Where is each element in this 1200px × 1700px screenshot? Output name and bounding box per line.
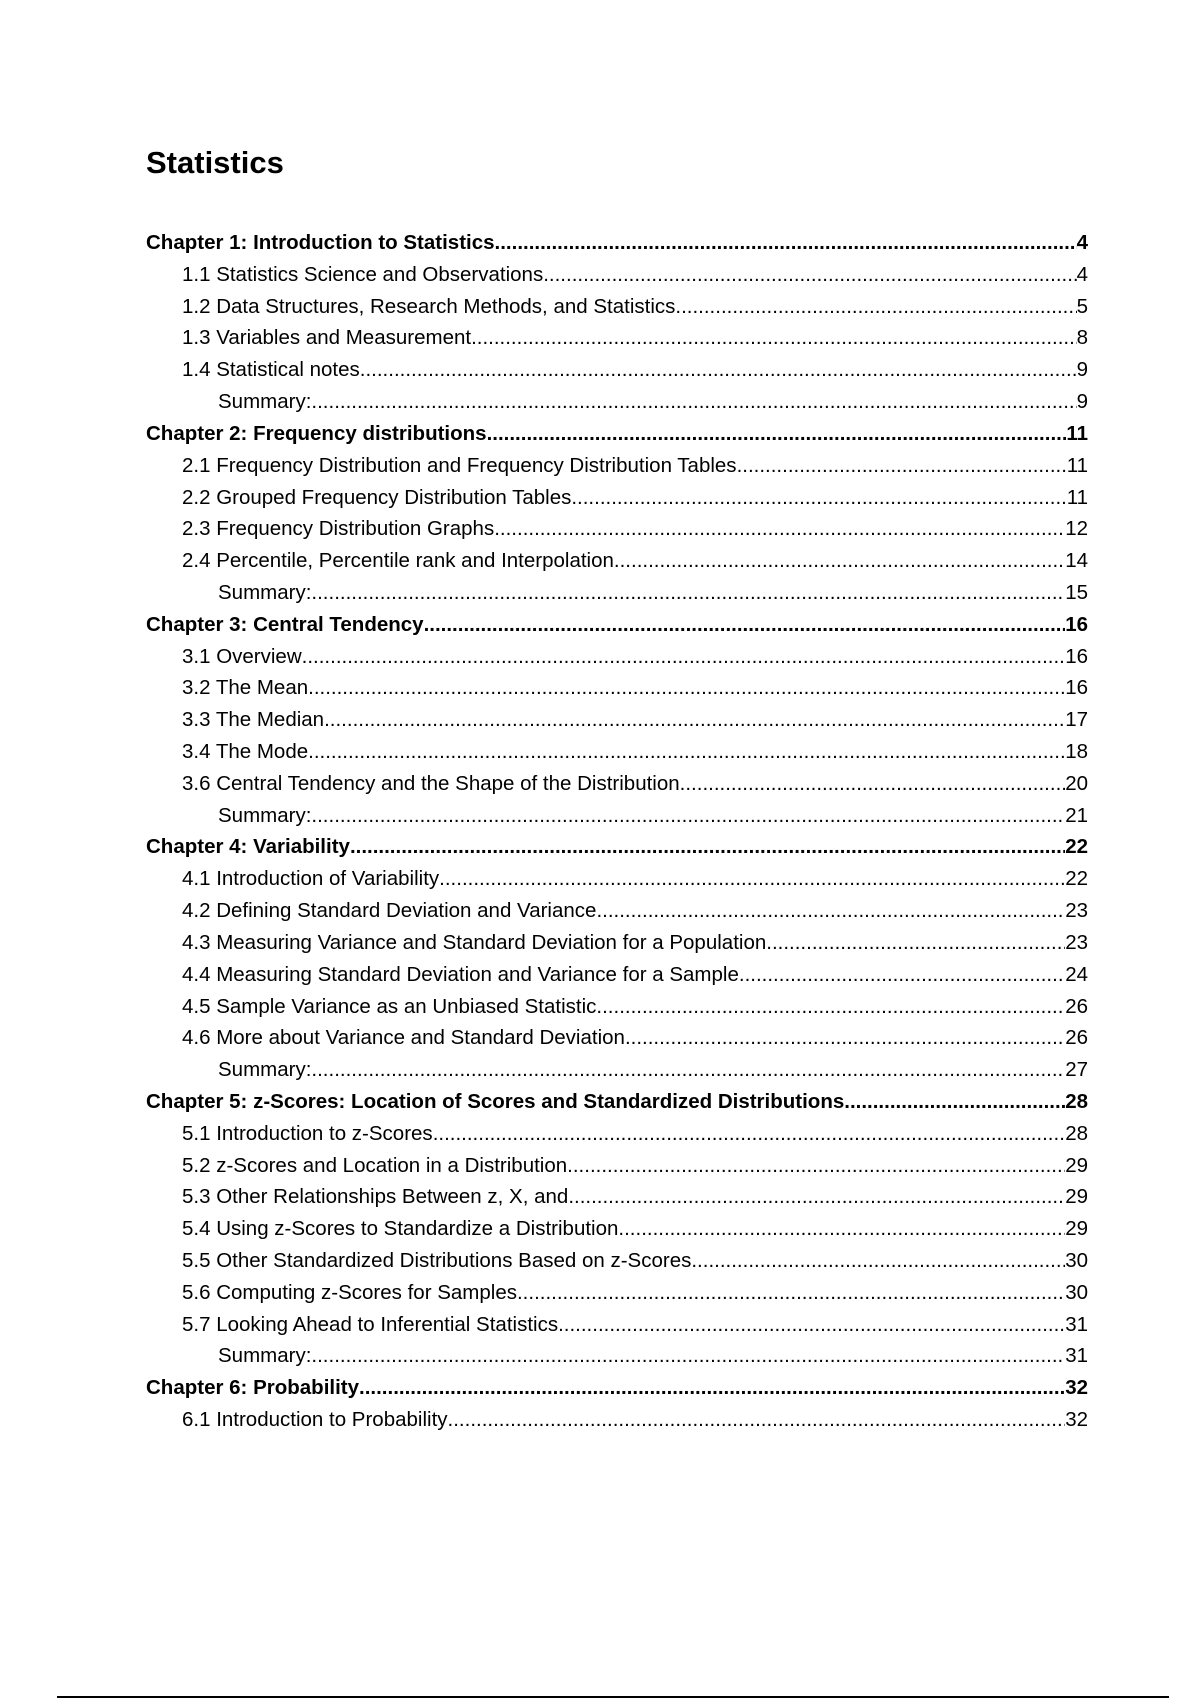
dot-leader <box>308 736 1065 768</box>
toc-entry-section[interactable] <box>146 927 1088 959</box>
toc-entry-section[interactable] <box>146 1181 1088 1213</box>
table-of-contents <box>146 227 1088 1436</box>
toc-entry-section[interactable] <box>146 1309 1088 1341</box>
toc-entry-section[interactable] <box>146 672 1088 704</box>
toc-entry-page-number: 14 <box>1065 549 1088 573</box>
toc-entry-page-number: 4 <box>1076 262 1088 286</box>
dot-leader <box>360 354 1077 386</box>
toc-entry-chapter[interactable] <box>146 609 1088 641</box>
toc-entry-section[interactable] <box>146 991 1088 1023</box>
toc-entry-page-number: 16 <box>1065 644 1088 668</box>
dot-leader <box>543 259 1076 291</box>
toc-entry-summary[interactable] <box>146 1054 1088 1086</box>
toc-entry-label: 6.1 Introduction to Probability <box>182 1408 448 1432</box>
toc-entry-label: Chapter 4: Variability <box>146 835 350 859</box>
toc-entry-section[interactable] <box>146 1277 1088 1309</box>
toc-entry-page-number: 27 <box>1065 1058 1088 1082</box>
dot-leader <box>311 800 1065 832</box>
toc-entry-summary[interactable] <box>146 386 1088 418</box>
dot-leader <box>311 1340 1065 1372</box>
toc-entry-page-number: 29 <box>1065 1185 1088 1209</box>
toc-entry-section[interactable] <box>146 322 1088 354</box>
toc-entry-chapter[interactable] <box>146 1372 1088 1404</box>
toc-entry-page-number: 16 <box>1065 676 1088 700</box>
dot-leader <box>433 1118 1066 1150</box>
toc-entry-label: 1.2 Data Structures, Research Methods, and Statistics <box>182 294 676 318</box>
toc-entry-label: Chapter 2: Frequency distributions <box>146 421 487 445</box>
toc-entry-page-number: 28 <box>1065 1121 1088 1145</box>
dot-leader <box>567 1150 1065 1182</box>
dot-leader <box>311 1054 1065 1086</box>
dot-leader <box>517 1277 1065 1309</box>
toc-entry-page-number: 22 <box>1065 867 1088 891</box>
toc-entry-label: Chapter 3: Central Tendency <box>146 612 424 636</box>
toc-entry-section[interactable] <box>146 1404 1088 1436</box>
toc-entry-section[interactable] <box>146 736 1088 768</box>
toc-entry-page-number: 23 <box>1065 899 1088 923</box>
toc-entry-section[interactable] <box>146 1213 1088 1245</box>
toc-entry-section[interactable] <box>146 1022 1088 1054</box>
toc-entry-label: Chapter 5: z-Scores: Location of Scores and Standardized Distributions <box>146 1089 845 1113</box>
toc-entry-page-number: 30 <box>1065 1249 1088 1272</box>
toc-entry-label: 4.4 Measuring Standard Deviation and Variance for a Sample <box>182 962 739 986</box>
toc-entry-page-number: 26 <box>1065 994 1088 1018</box>
toc-entry-label: 5.3 Other Relationships Between z, X, and <box>182 1185 569 1209</box>
dot-leader <box>675 291 1076 323</box>
toc-entry-section[interactable] <box>146 1245 1088 1277</box>
dot-leader <box>471 322 1077 354</box>
dot-leader <box>494 513 1065 545</box>
toc-entry-section[interactable] <box>146 482 1088 514</box>
toc-entry-summary[interactable] <box>146 1340 1088 1372</box>
toc-entry-page-number: 32 <box>1065 1408 1088 1432</box>
toc-entry-label: 1.1 Statistics Science and Observations <box>182 262 544 286</box>
toc-entry-label: 5.5 Other Standardized Distributions Based on z-Scores <box>182 1249 692 1272</box>
toc-entry-label: Summary: <box>218 1344 312 1368</box>
toc-entry-label: 2.4 Percentile, Percentile rank and Interpolation <box>182 549 614 573</box>
dot-leader <box>737 450 1067 482</box>
toc-entry-page-number: 24 <box>1065 962 1088 986</box>
dot-leader <box>302 641 1066 673</box>
toc-entry-label: Summary: <box>218 580 312 604</box>
dot-leader <box>311 577 1065 609</box>
toc-entry-label: 5.4 Using z-Scores to Standardize a Distribution <box>182 1217 619 1241</box>
toc-entry-chapter[interactable] <box>146 1086 1088 1118</box>
toc-entry-page-number: 29 <box>1065 1153 1088 1177</box>
toc-entry-section[interactable] <box>146 895 1088 927</box>
toc-entry-label: 3.3 The Median <box>182 708 325 732</box>
toc-entry-summary[interactable] <box>146 800 1088 832</box>
dot-leader <box>350 831 1065 863</box>
toc-entry-label: 4.1 Introduction of Variability <box>182 867 440 891</box>
dot-leader <box>311 386 1076 418</box>
toc-entry-label: 3.4 The Mode <box>182 740 309 763</box>
toc-entry-page-number: 32 <box>1065 1376 1088 1400</box>
toc-entry-chapter[interactable] <box>146 418 1088 450</box>
toc-entry-label: 2.3 Frequency Distribution Graphs <box>182 517 495 541</box>
toc-entry-page-number: 12 <box>1065 517 1088 541</box>
toc-entry-section[interactable] <box>146 1150 1088 1182</box>
toc-entry-label: 2.2 Grouped Frequency Distribution Tables <box>182 485 572 509</box>
toc-entry-section[interactable] <box>146 959 1088 991</box>
toc-entry-page-number: 26 <box>1065 1026 1088 1050</box>
toc-entry-page-number: 11 <box>1066 421 1088 445</box>
dot-leader <box>495 227 1077 259</box>
toc-entry-label: 5.2 z-Scores and Location in a Distribution <box>182 1153 568 1177</box>
toc-entry-page-number: 15 <box>1065 580 1088 604</box>
dot-leader <box>439 863 1065 895</box>
toc-entry-label: 5.7 Looking Ahead to Inferential Statistics <box>182 1312 559 1336</box>
dot-leader <box>448 1404 1066 1436</box>
toc-entry-label: 1.3 Variables and Measurement <box>182 326 472 350</box>
dot-leader <box>739 959 1065 991</box>
toc-entry-label: 4.6 More about Variance and Standard Deviation <box>182 1026 625 1050</box>
toc-entry-page-number: 28 <box>1065 1089 1088 1113</box>
page-title: Statistics <box>146 145 284 180</box>
toc-entry-section[interactable] <box>146 641 1088 673</box>
toc-entry-page-number: 8 <box>1076 326 1088 350</box>
toc-entry-label: Chapter 1: Introduction to Statistics <box>146 231 495 254</box>
toc-entry-section[interactable] <box>146 259 1088 291</box>
toc-entry-label: 2.1 Frequency Distribution and Frequency Distribution Tables <box>182 453 737 477</box>
dot-leader <box>844 1086 1065 1118</box>
toc-entry-page-number: 5 <box>1076 294 1088 318</box>
dot-leader <box>487 418 1067 450</box>
dot-leader <box>625 1022 1065 1054</box>
toc-entry-section[interactable] <box>146 704 1088 736</box>
dot-leader <box>324 704 1065 736</box>
toc-entry-page-number: 11 <box>1066 453 1088 477</box>
dot-leader <box>680 768 1066 800</box>
toc-entry-page-number: 31 <box>1065 1344 1088 1368</box>
toc-entry-page-number: 30 <box>1065 1280 1088 1304</box>
dot-leader <box>571 482 1066 514</box>
dot-leader <box>691 1245 1065 1277</box>
toc-entry-section[interactable] <box>146 768 1088 800</box>
toc-entry-section[interactable] <box>146 354 1088 386</box>
toc-entry-page-number: 21 <box>1065 803 1088 827</box>
toc-entry-label: 4.5 Sample Variance as an Unbiased Statistic <box>182 994 597 1018</box>
dot-leader <box>596 991 1065 1023</box>
toc-entry-label: 3.6 Central Tendency and the Shape of the Distribution <box>182 771 680 795</box>
toc-entry-label: Summary: <box>218 803 312 827</box>
dot-leader <box>359 1372 1065 1404</box>
toc-entry-page-number: 18 <box>1065 740 1088 763</box>
toc-entry-section[interactable] <box>146 1118 1088 1150</box>
dot-leader <box>568 1181 1065 1213</box>
toc-entry-page-number: 31 <box>1065 1312 1088 1336</box>
dot-leader <box>766 927 1065 959</box>
dot-leader <box>614 545 1065 577</box>
toc-entry-chapter[interactable] <box>146 227 1088 259</box>
toc-entry-page-number: 22 <box>1065 835 1088 859</box>
toc-entry-page-number: 29 <box>1065 1217 1088 1241</box>
toc-entry-label: Summary: <box>218 1058 312 1082</box>
toc-entry-label: 4.2 Defining Standard Deviation and Variance <box>182 899 597 923</box>
toc-entry-label: Summary: <box>218 390 312 414</box>
toc-entry-label: 4.3 Measuring Variance and Standard Deviation for a Population <box>182 930 767 954</box>
dot-leader <box>424 609 1066 641</box>
toc-entry-label: 5.6 Computing z-Scores for Samples <box>182 1280 517 1304</box>
toc-entry-label: 3.2 The Mean <box>182 676 309 700</box>
toc-entry-section[interactable] <box>146 863 1088 895</box>
toc-entry-page-number: 9 <box>1076 390 1088 414</box>
toc-entry-page-number: 16 <box>1065 612 1088 636</box>
toc-entry-section[interactable] <box>146 545 1088 577</box>
toc-entry-label: 3.1 Overview <box>182 644 302 668</box>
toc-entry-chapter[interactable] <box>146 831 1088 863</box>
toc-entry-section[interactable] <box>146 291 1088 323</box>
dot-leader <box>618 1213 1065 1245</box>
dot-leader <box>308 672 1065 704</box>
dot-leader <box>558 1309 1065 1341</box>
toc-entry-page-number: 9 <box>1076 358 1088 382</box>
footer-rule <box>57 1696 1169 1698</box>
dot-leader <box>596 895 1065 927</box>
toc-entry-section[interactable] <box>146 513 1088 545</box>
toc-entry-label: 1.4 Statistical notes <box>182 358 360 382</box>
toc-entry-summary[interactable] <box>146 577 1088 609</box>
toc-entry-page-number: 4 <box>1076 231 1088 254</box>
toc-entry-page-number: 11 <box>1066 485 1088 509</box>
toc-entry-label: Chapter 6: Probability <box>146 1376 360 1400</box>
toc-entry-section[interactable] <box>146 450 1088 482</box>
toc-entry-page-number: 20 <box>1065 771 1088 795</box>
toc-entry-label: 5.1 Introduction to z-Scores <box>182 1121 433 1145</box>
toc-entry-page-number: 17 <box>1065 708 1088 732</box>
toc-entry-page-number: 23 <box>1065 930 1088 954</box>
